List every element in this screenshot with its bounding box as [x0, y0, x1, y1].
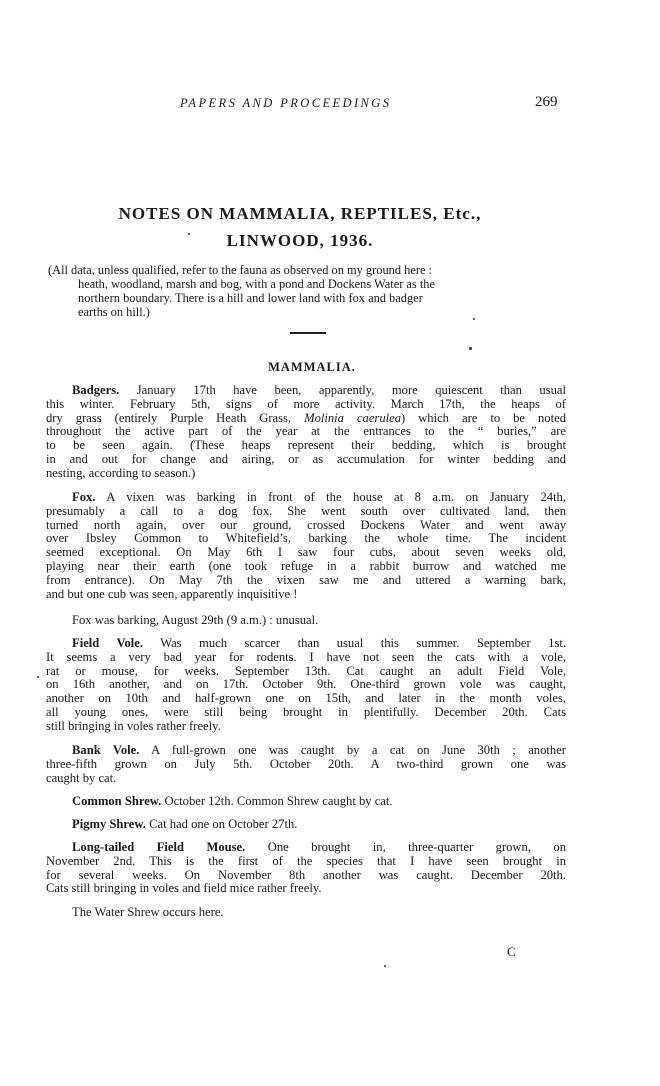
intro-line: heath, woodland, marsh and bog, with a pond and Dockens Water as the — [78, 277, 435, 291]
title-line-2: LINWOOD, 1936. — [226, 231, 374, 250]
paragraph-bank-vole — [46, 744, 566, 785]
paragraph-line: still bringing in voles rather freely. — [46, 718, 221, 733]
running-title: PAPERS AND PROCEEDINGS — [180, 96, 392, 110]
paragraph-common-shrew — [46, 795, 566, 809]
title-line-1: NOTES ON MAMMALIA, REPTILES, Etc., — [118, 204, 482, 223]
paragraph-line: over Ibsley Common to Whitefield’s, barking the whole time. The incident — [46, 531, 566, 546]
scan-speck — [473, 318, 475, 320]
paragraph-line: presumably a call to a dog fox. She went south over cultivated land, then — [46, 503, 566, 518]
paragraph-line: Common Shrew. October 12th. Common Shrew caught by cat. — [72, 794, 393, 808]
paragraph-line: It seems a very bad year for rodents. I have not seen the cats with a vole, — [46, 649, 566, 664]
running-head — [0, 96, 660, 116]
species-heading: Pigmy Shrew. — [72, 817, 146, 831]
intro-line: northern boundary. There is a hill and lower land with fox and badger — [78, 291, 423, 305]
paragraph-line: Badgers. January 17th have been, apparently, more quiescent than usual — [72, 383, 566, 397]
section-heading: MAMMALIA. — [268, 360, 356, 374]
paragraph-pigmy-shrew — [46, 818, 566, 832]
species-heading: Fox. — [72, 490, 96, 504]
paragraph-line: this winter. February 5th, signs of more activity. March 17th, the heaps of — [46, 396, 566, 411]
paragraph-field-vole — [46, 637, 566, 734]
paragraph-line: Fox was barking, August 29th (9 a.m.) : unusual. — [72, 613, 319, 627]
paragraph-line: in and out for change and airing, or as accumulation for winter bedding and — [46, 451, 566, 466]
intro-note — [48, 263, 568, 319]
paragraph-line: nesting, according to season.) — [46, 465, 196, 480]
intro-line: earths on hill.) — [78, 305, 150, 319]
scan-speck — [469, 347, 472, 350]
species-heading: Field Vole. — [72, 636, 143, 650]
paragraph-line: on 16th another, and on 17th. October 9th. One-third grown vole was caught, — [46, 677, 566, 692]
scan-speck — [384, 965, 386, 967]
paragraph-line: The Water Shrew occurs here. — [72, 905, 224, 919]
species-heading: Bank Vole. — [72, 743, 140, 757]
latin-name: Molinia caerulea — [304, 410, 402, 425]
paragraph-line: Bank Vole. A full-grown one was caught by a cat on June 30th ; another — [72, 743, 566, 757]
signature-mark: C — [507, 944, 516, 959]
paragraph-line: Field Vole. Was much scarcer than usual this summer. September 1st. — [72, 636, 567, 650]
intro-line: (All data, unless qualified, refer to the fauna as observed on my ground here : — [48, 263, 432, 277]
scan-speck — [188, 233, 190, 235]
paragraph-fox — [46, 491, 566, 601]
paragraph-line: seemed exceptional. On May 6th I saw four cubs, about seven weeks old, — [46, 545, 566, 560]
paragraph-line: turned north again, over our ground, crossed Dockens Water and went away — [46, 517, 566, 532]
paragraph-line: playing near their earth (one took refuge in a rabbit burrow and watched me — [46, 558, 566, 573]
paragraph-line: dry grass (entirely Purple Heath Grass, Molinia caerulea) which are to be noted — [46, 410, 566, 425]
article-title — [0, 200, 600, 254]
paragraph-field-mouse — [46, 841, 566, 896]
paragraph-line: three-fifth grown on July 5th. October 20th. A two-third grown one was — [46, 756, 566, 771]
paragraph-badgers — [46, 384, 566, 481]
paragraph-line: and but one cub was seen, apparently inquisitive ! — [46, 586, 298, 601]
scan-speck — [37, 676, 39, 678]
paragraph-line: another on 10th and half-grown one on 15th, and later in the month voles, — [46, 691, 566, 706]
paragraph-line: November 2nd. This is the first of the species that I have seen brought in — [46, 853, 566, 868]
page-number: 269 — [535, 94, 558, 110]
paragraph-line: Cats still bringing in voles and field mice rather freely. — [46, 881, 322, 896]
paragraph-fox-barking — [46, 614, 566, 628]
paragraph-line: all young ones, were still being brought in plentifully. December 20th. Cats — [46, 704, 566, 719]
paragraph-line: throughout the active part of the year at the entrances to the “ buries,” are — [46, 424, 566, 439]
species-heading: Common Shrew. — [72, 794, 162, 808]
paragraph-line: Fox. A vixen was barking in front of the house at 8 a.m. on January 24th, — [72, 490, 566, 504]
paragraph-line: rat or mouse, for weeks. September 13th. Cat caught an adult Field Vole, — [46, 663, 566, 678]
paragraph-line: from entrance). On May 7th the vixen saw me and uttered a warning bark, — [46, 572, 566, 587]
paragraph-line: caught by cat. — [46, 770, 117, 785]
species-heading: Badgers. — [72, 383, 120, 397]
species-heading: Long-tailed Field Mouse. — [72, 840, 246, 854]
paragraph-line: Pigmy Shrew. Cat had one on October 27th. — [72, 817, 298, 831]
paragraph-line: Long-tailed Field Mouse. One brought in, three-quarter grown, on — [72, 840, 566, 854]
paragraph-line: for several weeks. On November 8th another was caught. December 20th. — [46, 867, 566, 882]
paragraph-water-shrew — [46, 906, 566, 920]
paragraph-line: to be seen again. (These heaps represent their bedding, which is brought — [46, 438, 566, 453]
section-rule — [290, 332, 326, 334]
